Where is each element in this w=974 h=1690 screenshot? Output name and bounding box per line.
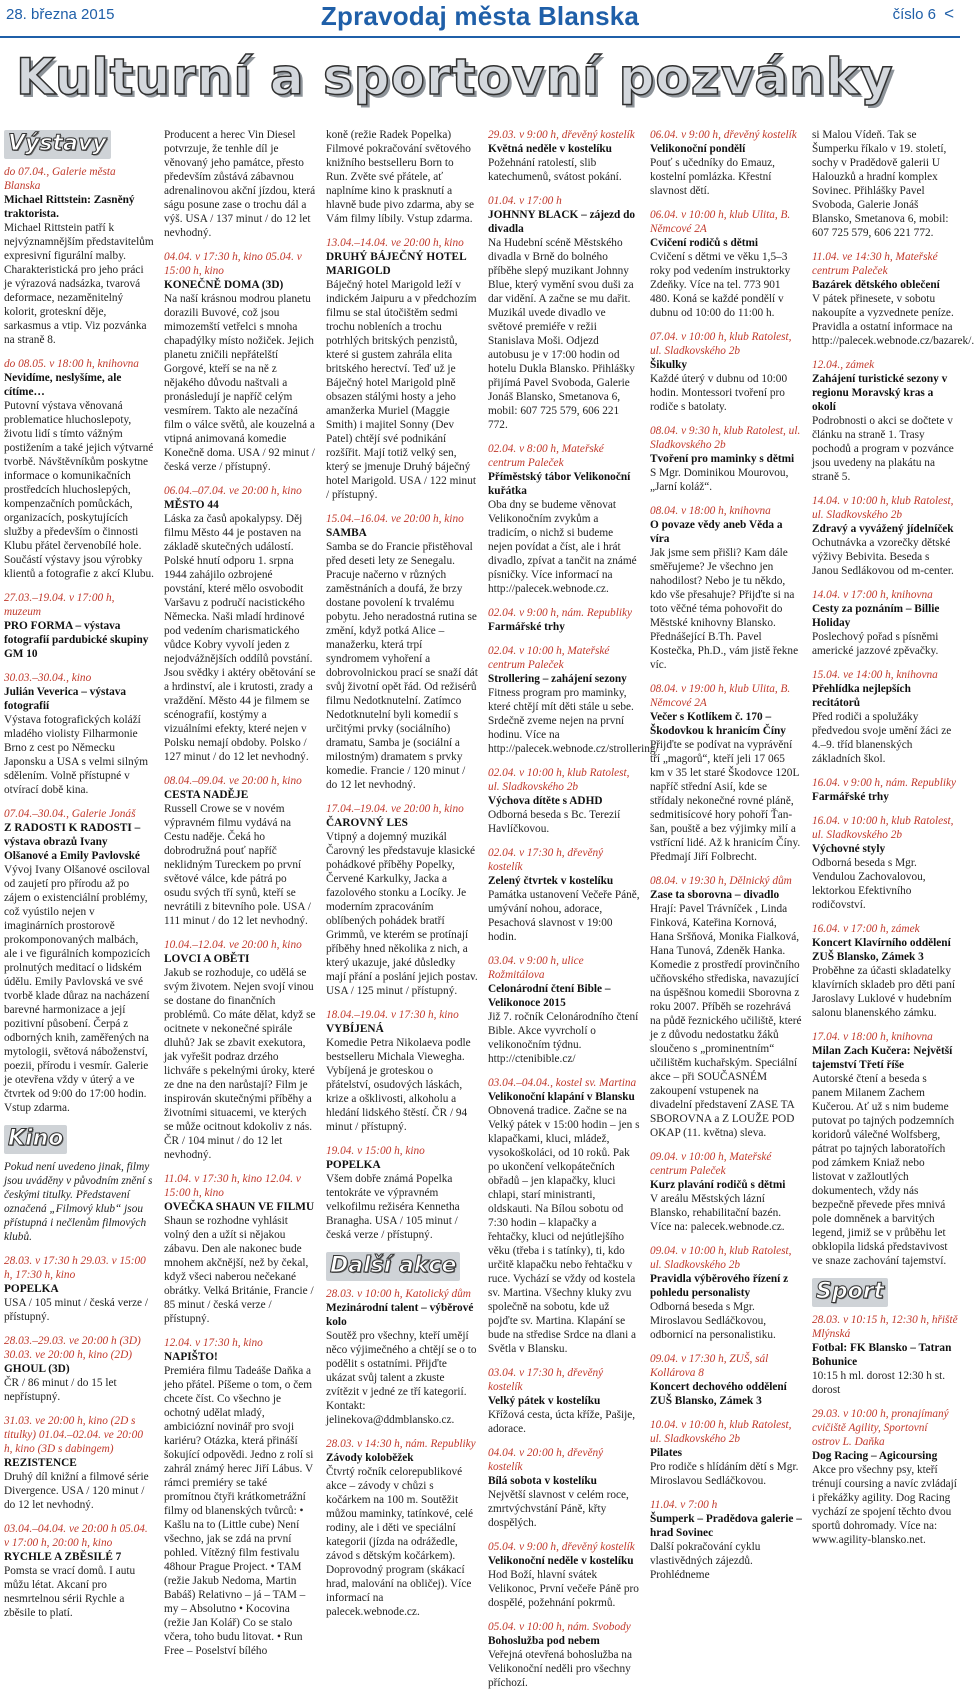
- event-title: Tvoření pro maminky s dětmi: [650, 453, 795, 465]
- event-description: Cvičení s dětmi ve věku 1,5–3 roky pod vedením instruktorky Zdeňky. Více na tel. 773 901 480. Koná se každé pondělí v dubnu od 10:00 do 11:00 h.: [650, 251, 791, 319]
- event-title: Strollering – zahájení sezony: [488, 673, 627, 685]
- header-rule: [0, 36, 960, 38]
- event-title: Farmářské trhy: [488, 621, 565, 633]
- event-description: Veřejná otevřená bohoslužba na Velikonoční neděli pro všechny příchozí.: [488, 1649, 632, 1689]
- event-title: Bazárek dětského oblečení: [812, 279, 940, 291]
- event-title: Květná neděle v kostelíku: [488, 143, 612, 155]
- event-description: Každé úterý v dubnu od 10:00 hodin. Montessori tvoření pro rodiče s batolaty.: [650, 373, 788, 413]
- event-title: Výchovné styly: [812, 843, 886, 855]
- event-title: Bílá sobota v kostelíku: [488, 1475, 597, 1487]
- column-5: [650, 128, 802, 1581]
- event-title: Milan Zach Kučera: Největší tajemství Třetí říše: [812, 1045, 953, 1071]
- event-item: [650, 424, 802, 494]
- event-title: Nevidíme, neslyšíme, ale cítíme…: [4, 372, 122, 398]
- event-description: Producent a herec Vin Diesel potvrzuje, že tenhle díl je věnovaný jeho památce, přesto především zůstává zábavnou adrenalinovou akční jízdou, která ságu posune zase o trochu dál a výš. USA / 137 minut / do 12 let nevhodný.: [164, 129, 316, 239]
- event-meta: 28.03. v 14:30 h, nám. Republiky: [326, 1438, 476, 1450]
- event-description: Čtvrtý ročník celorepublikové akce – závody v chůzi s kočárkem na 100 m. Soutěžit můžou maminky, tatínkové, celé rodiny, ale i děti ve speciální kategorii (jízda na odrážedle, závod s dětským kočárkem). Doprovodný program (skákací hrad, malování na obličej). Více informací na palecek.webnode.cz.: [326, 1466, 474, 1618]
- event-meta: 28.03. v 10:15 h, 12:30 h, hřiště Mlýnská: [812, 1314, 958, 1340]
- event-item: [812, 1407, 958, 1547]
- event-item: [650, 1498, 802, 1582]
- newspaper-title: Zpravodaj města Blanska: [320, 1, 640, 31]
- event-item: [488, 128, 640, 184]
- event-description: Památka ustanovení Večeře Páně, umývání nohou, adorace, Pesachová slavnost v 19:00 hodin.: [488, 889, 640, 943]
- event-meta: 14.04. v 17:00 h, knihovna: [812, 589, 933, 601]
- event-item: [812, 358, 958, 484]
- event-title: Šikulky: [650, 359, 688, 371]
- section-heading: Výstavy: [4, 130, 111, 159]
- event-item: [488, 606, 640, 634]
- event-description: Přijďte se podívat na vyprávění tří „magorů“, kteří jeli 17 065 km v 35 let staré Škodovce 120L napříč střední Asií, kde se střídaly nekonečné rovné pláně, sedmitisícové hory pohoří Ťan-šan, pouště a bez výjimky milí a vstřícní lidé. Až k hranicím Číny. Předmají Jiří Folbrecht.: [650, 739, 801, 863]
- event-meta: 18.04.–19.04. v 17:30 h, kino: [326, 1009, 459, 1021]
- event-description: Odborná beseda s Bc. Terezií Havlíčkovou.: [488, 809, 621, 835]
- event-meta: 29.03. v 9:00 h, dřevěný kostelík: [488, 129, 635, 141]
- event-description: Báječný hotel Marigold leží v indickém Jaipuru a v předchozím filmu se stal útočištěm sedmi trochu nobleních a trochu potrhlých britských penzistů, které si gustem zahrála elita britského herectví. Teď už je Báječný hotel Marigold plně obsazen stálými hosty a jeho amanžerka Muriel (Maggie Smith) i majitel Sonny (Dev Patel) chtějí své podnikání rozšířit. Mají totiž velký sen, který se jmenuje Druhý báječný hotel Marigold. USA / 122 minut / přístupný.: [326, 279, 477, 501]
- event-item: [488, 1620, 640, 1690]
- event-title: Večer s Kotlíkem č. 170 – Škodovkou k hranicím Číny: [650, 711, 786, 737]
- event-description: Samba se do Francie přistěhoval před deseti lety ze Senegalu. Pracuje načerno v různých zaměstnáních a doufá, že brzy dostane povolení k trvalému pobytu. Jeho neradostná rutina se změní, když potká Alice – manažerku, která trpí syndromem vyhoření a dobrovolnickou prací se snaží dát svůj životní opět řád. Od režisérů filmu Nedotknutelní. Zatímco Nedotknutelní byli komedií s určitými prvky (sociálního) dramatu, Samba je (sociální a milostným) dramatem s prvky komedie. Francie / 120 minut / do 12 let nevhodný.: [326, 541, 478, 791]
- event-description: Vtipný a dojemný muzikál Čarovný les představuje klasické pohádkové příběhy Popelky, Červené Karkulky, Jacka a fazolového stonku a Locíky. Je moderním zpracováním oblíbených pohádek bratří Grimmů, ve kterém se protínají příběhy hned několika z nich, a který ukazuje, jaké důsledky mají přání a poslání jejich postav. USA / 125 minut / přístupný.: [326, 831, 478, 997]
- event-item: [488, 766, 640, 836]
- event-description: Největší slavnost v celém roce, zmrtvýchvstání Páně, křty dospělých.: [488, 1489, 629, 1529]
- event-description: V areálu Městských lázní Blansko, rehabilitační bazén. Více na: palecek.webnode.cz.: [650, 1193, 785, 1233]
- event-item: [4, 671, 154, 797]
- event-description: Podrobnosti o akci se dočtete v článku na straně 1. Trasy pochodů a program v pozvánce jsou uvedeny na plakátu na straně 5.: [812, 415, 954, 483]
- event-description: Russell Crowe se v novém výpravném filmu vydává na Cestu naděje. Čeká ho dobrodružná pouť napříč neklidným Tureckem po první světové válce, kde pátrá po osudu svých tří synů, kteří se nevrátili z bitevního pole. USA / 111 minut / do 12 let nevhodný.: [164, 803, 311, 927]
- event-description: Pomsta se vrací domů. I autu můžu létat. Akcaní pro nesmrtelnou sérii Rychle a zběsile to platí.: [4, 1565, 136, 1619]
- event-description: Michael Rittstein patří k nejvýznamnějším představitelům expresivní figurální malby. Charakteristická pro jeho práci je výrazová nadsázka, tvarová deformace, nezaměnitelný kolorit, groteskní děje, sarkasmus a vtip. Viz pozvánka na straně 8.: [4, 222, 154, 346]
- event-item: [812, 494, 958, 578]
- event-meta: 12.04. v 17:30 h, kino: [164, 1337, 263, 1349]
- event-item: [488, 954, 640, 1066]
- event-meta: 30.03.–30.04., kino: [4, 672, 92, 684]
- column-1: [4, 128, 154, 1619]
- event-meta: 12.04., zámek: [812, 359, 875, 371]
- event-description: Proběhne za účasti skladatelky klavírních skladeb pro děti paní Jaroslavy Luklové v hudebním salonu blanenského zámku.: [812, 965, 956, 1019]
- event-meta: 11.04. v 7:00 h: [650, 1499, 718, 1511]
- event-item: [650, 682, 802, 864]
- chevron-left-icon: <: [944, 4, 954, 23]
- event-title: Příměstský tábor Velikonoční kuřátka: [488, 471, 631, 497]
- event-item: [650, 1418, 802, 1488]
- event-item: [650, 504, 802, 672]
- event-item: [650, 874, 802, 1140]
- event-title: JOHNNY BLACK – zájezd do divadla: [488, 209, 636, 235]
- event-description: Odborná beseda s Mgr. Vendulou Zachovalovou, lektorkou Efektivního rodičovství.: [812, 857, 926, 911]
- event-meta: 03.04.–04.04., kostel sv. Martina: [488, 1077, 637, 1089]
- event-meta: 05.04. v 9:00 h, dřevěný kostelík: [488, 1541, 635, 1553]
- event-item: [488, 194, 640, 432]
- event-description: Pro rodiče s hlídáním dětí s Mgr. Miroslavou Sedláčkovou.: [650, 1461, 799, 1487]
- event-title: Zase ta sborovna – divadlo: [650, 889, 780, 901]
- event-meta: 16.04. v 9:00 h, nám. Republiky: [812, 777, 957, 789]
- event-description: Výstava fotografických koláží mladého violisty Filharmonie Brno z cest po Německu Japonsku a USA s velmi silným sdělením. Volně přístupné v otvírací době kina.: [4, 714, 149, 796]
- event-meta: 04.04. v 20:00 h, dřevěný kostelík: [488, 1447, 604, 1473]
- event-item: [488, 644, 659, 756]
- event-item: [326, 1437, 478, 1619]
- event-description: Komedie Petra Nikolaeva podle bestselleru Michala Viewegha. Vybíjená je groteskou o přátelství, osudových láskách, krize a ošklivosti, alkoholu a hledání lidského štěstí. ČR / 94 minut / přístupný.: [326, 1037, 471, 1133]
- event-meta: 07.04. v 10:00 h, klub Ratolest, ul. Sladkovského 2b: [650, 331, 792, 357]
- event-item: [488, 1076, 640, 1356]
- event-title: NAPIŠTO!: [164, 1351, 218, 1363]
- event-description: Druhý díl knižní a filmové série Divergence. USA / 120 minut / do 12 let nevhodný.: [4, 1471, 149, 1511]
- event-title: LOVCI A OBĚTI: [164, 953, 250, 965]
- event-title: ČAROVNÝ LES: [326, 817, 408, 829]
- event-meta: 07.04.–30.04., Galerie Jonáš: [4, 808, 136, 820]
- event-title: Z RADOSTI K RADOSTI – výstava obrazů Ivany Olšanové a Emily Pavlovské: [4, 822, 141, 862]
- column-6: [812, 128, 974, 1546]
- event-description: Požehnání ratolestí, slib katechumenů, svátost pokání.: [488, 157, 622, 183]
- event-item: [650, 208, 802, 320]
- event-meta: 15.04. ve 14:00 h, knihovna: [812, 669, 938, 681]
- event-item: [326, 512, 478, 792]
- event-title: Velikonoční klapání v Blansku: [488, 1091, 635, 1103]
- event-meta: 08.04. v 18:00 h, knihovna: [650, 505, 771, 517]
- event-title: Zelený čtvrtek v kostelíku: [488, 875, 614, 887]
- event-title: Fotbal: FK Blansko – Tatran Bohunice: [812, 1342, 952, 1368]
- event-item: [326, 1144, 478, 1242]
- event-title: Mezinárodní talent – výběrové kolo: [326, 1302, 474, 1328]
- event-description: Obnovená tradice. Začne se na Velký pátek v 15:00 hodin – jen s klapačkami, kluci, mládež, vysokoškoláci, od 10 roků. Pak po ukončení velkopátečních obřadů – jen klapačky, kluci chlapi, starí ministranti, oldskauti. Na Bílou sobotu od 7:30 hodin – klapačky a řehtačky, kluci od nejútlejšího věku (třeba i s tatínky), ti, kdo určitě klapačku nebo řehtačku v ruce. Vychází se vždy od kostela sv. Martina. Všechny kluky zvu společně na sobotu, kde už pojďte sv. Martina. Klapání se bude na středise Srdce na dlani a Světla v Blansku.: [488, 1105, 640, 1355]
- page-header: [0, 0, 960, 40]
- event-title: Zahájení turistické sezony v regionu Moravský kras a okolí: [812, 373, 948, 413]
- event-meta: 09.04. v 10:00 h, Mateřské centrum Paleček: [650, 1151, 772, 1177]
- event-meta: 11.04. ve 14:30 h, Mateřské centrum Paleček: [812, 251, 938, 277]
- section-heading: Kino: [4, 1125, 67, 1154]
- event-item: [488, 846, 640, 944]
- event-meta: 02.04. v 17:30 h, dřevěný kostelík: [488, 847, 604, 873]
- event-meta: 02.04. v 9:00 h, nám. Republiky: [488, 607, 633, 619]
- event-item: [326, 128, 478, 226]
- event-description: Soutěž pro všechny, kteří umějí něco výjimečného a chtějí se o to podělit s ostatními. Přijďte ukázat svůj talent a zkuste zvítězit v jedné ze tří kategorií. Kontakt: jelinekova@ddmblansko.cz.: [326, 1330, 477, 1426]
- event-title: Michael Rittstein: Zasněný traktorista.: [4, 194, 135, 220]
- event-description: Hrají: Pavel Trávníček , Linda Finková, Kateřina Kornová, Hana Sršňová, Monika Fialková, Hana Tunová, Zdeněk Hanka. Komedie z prostředí provinčního učňovského střediska, navazující na úspěšnou komedii Sborovna z roku 2007. Příběh se rozehrává na půdě řeznického učiliště, které je z důvodu nedostatku žáků sloučeno s „prominentním“ učilištěm kuchařským. Speciální akce – při SOUČASNÉM zakoupení vstupenek na divadelní představení ZASE TA SBOROVNA a Z LOUŽE POD OKAP (11. května) sleva.: [650, 903, 802, 1139]
- event-title: POPELKA: [326, 1159, 381, 1171]
- event-meta: 02.04. v 8:00 h, Mateřské centrum Paleček: [488, 443, 604, 469]
- event-meta: 02.04. v 10:00 h, Mateřské centrum Paleček: [488, 645, 610, 671]
- event-title: Velikonoční neděle v kostelíku: [488, 1555, 634, 1567]
- event-item: [164, 484, 316, 764]
- event-description: Jak jsme sem přišli? Kam dále směřujeme? Je všechno jen nahodilost? Nebo je tu někdo, kdo vše přesahuje? Přijďte si na toto věčné téma pohovořit do Městské knihovny Blansko. Přednášející B.Th. Pavel Kostečka, Ph.D., vám jistě řekne víc.: [650, 547, 799, 671]
- event-meta: 05.04. v 10:00 h, nám. Svobody: [488, 1621, 631, 1633]
- event-title: POPELKA: [4, 1283, 59, 1295]
- event-item: [4, 357, 154, 581]
- event-item: [812, 1313, 958, 1397]
- column-2: [164, 128, 316, 1657]
- section-heading: Další akce: [326, 1252, 460, 1281]
- event-title: Koncert Klavírního oddělení ZUŠ Blansko, Zámek 3: [812, 937, 951, 963]
- event-item: [326, 1287, 478, 1427]
- event-title: PRO FORMA – výstava fotografií pardubické skupiny GM 10: [4, 620, 149, 660]
- event-item: [650, 1244, 802, 1342]
- event-title: OVEČKA SHAUN VE FILMU: [164, 1201, 315, 1213]
- event-item: [4, 1334, 154, 1404]
- event-description: Premiéra filmu Tadeáše Daňka a jeho přátel. Píšeme o tom, o čem chcete číst. Co všechno je ochotný udělat mladý, ambiciózní novinář pro svoji kariéru? Otázka, která přináší šokující odpovědi. Jedno z rolí si zahrál známý herec Jiří Lábus. V rámci premiéry se také promítnou čtyři krátkometrážní filmy od blanenských tvůrců: • Kašlu na to (Little cube) Není všechno, jak se zdá na první pohled. Vítězný film festivalu 48hour Prague Project. • TAM (režie Jakub Nedoma, Martin Babáš) Relativno – já – TAM – my – Absolutno • Kocovina (režie Jan Kolář) Co se stalo včera, toho budu litovat. • Run Free – Poselství bílého: [164, 1365, 314, 1657]
- event-description: Láska za časů apokalypsy. Děj filmu Město 44 je postaven na základě skutečných událostí. Polské hnutí odporu 1. srpna 1944 zahájilo ozbrojené povstání, které mělo osvobodit Varšavu z područí nacistického Německa. Naši mladí hrdinové pod vedením charismatického vůdce Kobry vyvolí jeden z nejodvážnějších oddílů povstání. Jsou svědky i aktéry obětování se a hrdinství, ale i krutosti, zrady a vraždění. Město 44 je filmem se scénografií, kostýmy a vizuálními efekty, které nejen v Polsku nemají obdoby. Polsko / 127 minut / do 12 let nevhodný.: [164, 513, 316, 763]
- event-title: DRUHÝ BÁJEČNÝ HOTEL MARIGOLD: [326, 251, 466, 277]
- event-item: [812, 128, 958, 240]
- event-title: MĚSTO 44: [164, 499, 219, 511]
- event-description: V pátek přinesete, v sobotu nakoupíte a vyzvednete peníze. Pravidla a ostatní informace na http://palecek.webnode.cz/bazarek/.: [812, 293, 974, 347]
- event-title: GHOUL (3D): [4, 1363, 70, 1375]
- event-meta: 31.03. ve 20:00 h, kino (2D s titulky) 01.04.–02.04. ve 20:00 h, kino (3D s dabingem): [4, 1415, 143, 1455]
- event-meta: 03.04. v 17:30 h, dřevěný kostelík: [488, 1367, 604, 1393]
- event-meta: 06.04. v 10:00 h, klub Ulita, B. Němcové 2A: [650, 209, 791, 235]
- event-description: Hod Boží, hlavní svátek Velikonoc, První večeře Páně pro dospělé, požehnání pokrmů.: [488, 1569, 639, 1609]
- event-description: Vývoj Ivany Olšanové osciloval od zaujetí pro přírodu až po zájem o existenciální problémy, což vyústilo nejen v imaginárních prostorově prokomponovaných malbách, ale i ve figurálních kompozicích prolnutých meditací o lidském údělu. Emily Pavlovská ve své tvorbě klade důraz na nacházení barevné harmonizace a její pozitivní působení. Čerpá z odborných knih, zaměřených na mytologii, světová náboženství, poezii, přírodu i vesmír. Galerie je otevřena vždy v úterý a ve čtvrtek od 9:00 do 17:00 hodin. Vstup zdarma.: [4, 864, 151, 1114]
- event-item: [812, 814, 958, 912]
- event-description: Již 7. ročník Celonárodního čtení Bible. Akce vyvrcholí o velikonočním týdnu. http://ctenibible.cz/: [488, 1011, 639, 1065]
- event-title: Koncert dechového oddělení ZUŠ Blansko, Zámek 3: [650, 1381, 787, 1407]
- event-title: RYCHLE A ZBĚSILÉ 7: [4, 1551, 122, 1563]
- event-meta: 10.04. v 10:00 h, klub Ratolest, ul. Sladkovského 2b: [650, 1419, 792, 1445]
- event-item: [164, 938, 316, 1162]
- event-meta: do 08.05. v 18:00 h, knihovna: [4, 358, 139, 370]
- event-item: [650, 330, 802, 414]
- event-description: Před rodiči a spolužáky předvedou svoje umění žáci ze 4.–9. tříd blanenských základních škol.: [812, 711, 952, 765]
- event-item: [326, 1008, 478, 1134]
- event-item: [4, 1414, 154, 1512]
- event-meta: 14.04. v 10:00 h, klub Ratolest, ul. Sladkovského 2b: [812, 495, 954, 521]
- event-meta: 06.04.–07.04. ve 20:00 h, kino: [164, 485, 302, 497]
- event-item: [164, 1336, 316, 1658]
- event-item: [488, 442, 640, 596]
- event-item: [4, 165, 154, 347]
- event-item: [488, 1446, 640, 1530]
- event-meta: 27.03.–19.04. v 17:00 h, muzeum: [4, 592, 115, 618]
- column-3: [326, 128, 478, 1618]
- event-item: [650, 1150, 802, 1234]
- event-title: Cvičení rodičů s dětmi: [650, 237, 759, 249]
- event-title: Dog Racing – Agicoursing: [812, 1450, 938, 1462]
- event-meta: 09.04. v 17:30 h, ZUŠ, sál Kollárova 8: [650, 1353, 769, 1379]
- event-description: Fitness program pro maminky, které chtějí mít děti stále u sebe. Srdečně zveme nejen na první hodinu. Více na http://palecek.webnode.cz/strollering/: [488, 687, 659, 755]
- event-description: S Mgr. Dominikou Mourovou, „Jarní koláž“.: [650, 467, 789, 493]
- event-meta: 03.04.–04.04. ve 20:00 h 05.04. v 17:00 h, 20:00 h, kino: [4, 1523, 148, 1549]
- section-heading: Sport: [812, 1278, 888, 1307]
- event-title: CESTA NADĚJE: [164, 789, 249, 801]
- event-meta: 19.04. v 15:00 h, kino: [326, 1145, 425, 1157]
- event-title: Výchova dítěte s ADHD: [488, 795, 603, 807]
- event-title: Pravidla výběrového řízení z pohledu personalisty: [650, 1273, 789, 1299]
- event-title: Zdravý a vyvážený jídelníček: [812, 523, 954, 535]
- event-title: Šumperk – Pradědova galerie – hrad Sovinec: [650, 1513, 802, 1539]
- event-meta: 03.04. v 9:00 h, ulice Rožmitálova: [488, 955, 584, 981]
- event-description: Akce pro všechny psy, kteří trénují coursing a navíc zvládají i překážky agility. Dog Racing vychází ze spojení těchto dvou sportů dohromady. Více na: www.agility-blansko.net.: [812, 1464, 957, 1546]
- event-meta: 16.04. v 17:00 h, zámek: [812, 923, 920, 935]
- event-description: Křížová cesta, úcta kříže, Pašije, adorace.: [488, 1409, 636, 1435]
- event-title: Velký pátek v kostelíku: [488, 1395, 601, 1407]
- event-description: Poslechový pořad s písněmi americké jazzové zpěvačky.: [812, 631, 939, 657]
- event-title: Bohoslužba pod nebem: [488, 1635, 600, 1647]
- event-description: ČR / 86 minut / do 15 let nepřístupný.: [4, 1377, 117, 1403]
- event-meta: do 07.04., Galerie města Blanska: [4, 166, 116, 192]
- issue-date: 28. března 2015: [6, 6, 115, 23]
- event-item: [488, 1540, 640, 1610]
- event-item: [650, 128, 802, 198]
- event-description: USA / 105 minut / česká verze / přístupný.: [4, 1297, 149, 1323]
- event-title: Cesty za poznáním – Billie Holiday: [812, 603, 940, 629]
- event-meta: 13.04.–14.04. ve 20:00 h, kino: [326, 237, 464, 249]
- event-description: Na naší krásnou modrou planetu dorazili Buvové, což jsou mimozemští vetřelci s mnoha chapadýlky místo nožiček. Jejich planetu zničili nepřátelští Gorgové, kteří se na ně z nějakého důvodu naštvali a pronásledují je napříč celým vesmírem. Takto ale nezačíná film o válce světů, ale kouzelná a vtipná animovaná komedie Konečně doma. USA / 92 minut / česká verze / přístupný.: [164, 293, 315, 473]
- event-meta: 02.04. v 10:00 h, klub Ratolest, ul. Sladkovského 2b: [488, 767, 630, 793]
- event-meta: 28.03. v 10:00 h, Katolický dům: [326, 1288, 471, 1300]
- event-description: 10:15 h ml. dorost 12:30 h st. dorost: [812, 1370, 946, 1396]
- event-item: [164, 774, 316, 928]
- event-item: [488, 1366, 640, 1436]
- event-description: Jakub se rozhoduje, co udělá se svým životem. Nejen svojí vinou se dostane do finančních problémů. Co máte dělat, když se ocitnete v nekonečné spirále dluhů? Jak se zbavit exekutora, jak vyřešit podraz drzého lichváře s pekelnými úroky, které ze dne na den narůstají? Film je inspirován skutečnými příběhy a životními situacemi, ve kterých se může ocitnout kdokoliv z nás. ČR / 104 minut / do 12 let nevhodný.: [164, 967, 316, 1161]
- event-title: Závody koloběžek: [326, 1452, 414, 1464]
- event-title: KONEČNĚ DOMA (3D): [164, 279, 284, 291]
- event-title: Celonárodní čtení Bible – Velikonoce 2015: [488, 983, 611, 1009]
- event-item: [326, 802, 478, 998]
- event-meta: 10.04.–12.04. ve 20:00 h, kino: [164, 939, 302, 951]
- event-title: Kurz plavání rodičů s dětmi: [650, 1179, 786, 1191]
- event-title: VYBÍJENÁ: [326, 1023, 384, 1035]
- column-4: [488, 128, 659, 1689]
- event-item: [812, 250, 974, 348]
- section-note: Pokud není uvedeno jinak, filmy jsou uváděny v původním znění s českými titulky. Představení označená „Filmový klub“ jsou přístupná i nečlenům filmových klubů.: [4, 1161, 153, 1243]
- event-item: [4, 807, 154, 1115]
- event-title: Julián Veverica – výstava fotografií: [4, 686, 127, 712]
- event-meta: 15.04.–16.04. ve 20:00 h, kino: [326, 513, 464, 525]
- event-meta: 06.04. v 9:00 h, dřevěný kostelík: [650, 129, 797, 141]
- event-title: Velikonoční pondělí: [650, 143, 746, 155]
- event-item: [812, 668, 958, 766]
- event-meta: 11.04. v 17:30 h, kino 12.04. v 15:00 h, kino: [164, 1173, 301, 1199]
- event-description: Na Hudební scéně Městského divadla v Brně do bolného příběhe slepý muzikant Johnny Blue, který vymění svou duši za dar vidění. A začne se mu dařit. Muzikál uvede divadlo ve světové premiéře v režii Stanislava Moši. Odjezd autobusu je v 17:00 hodin od hotelu Dukla Blansko. Přihlášky přijímá Pavel Svoboda, Galerie Jonáš Blansko, Smetanova 6, mobil: 607 725 579, 606 221 772.: [488, 237, 635, 431]
- event-meta: 28.03.–29.03. ve 20:00 h (3D) 30.03. ve 20:00 h, kino (2D): [4, 1335, 141, 1361]
- event-item: [812, 776, 958, 804]
- event-description: Ochutnávka a vzorečky dětské výživy Bebivita. Beseda s Janou Sedlákovou od m-center.: [812, 537, 954, 577]
- event-description: Pouť s učedníky do Emauz, kostelní pomlázka. Křestní slavnost dětí.: [650, 157, 775, 197]
- event-item: [812, 588, 958, 658]
- event-meta: 08.04. v 9:30 h, klub Ratolest, ul. Sladkovského 2b: [650, 425, 801, 451]
- event-meta: 04.04. v 17:30 h, kino 05.04. v 15:00 h, kino: [164, 251, 302, 277]
- event-item: [164, 128, 316, 240]
- event-meta: 08.04. v 19:00 h, klub Ulita, B. Němcové 2A: [650, 683, 791, 709]
- event-meta: 28.03. v 17:30 h 29.03. v 15:00 h, 17:30 h, kino: [4, 1255, 146, 1281]
- event-item: [4, 1522, 154, 1620]
- event-description: koně (režie Radek Popelka) Filmové pokračování světového knižního bestselleru Born to Run. Zvěte své přátele, ať naplníme kino k prasknutí a hlavně bude pivo zdarma, aby se Vám filmy líbily. Vstup zdarma.: [326, 129, 475, 225]
- event-meta: 17.04. v 18:00 h, knihovna: [812, 1031, 933, 1043]
- event-meta: 16.04. v 10:00 h, klub Ratolest, ul. Sladkovského 2b: [812, 815, 954, 841]
- event-title: Přehlídka nejlepších recitátorů: [812, 683, 911, 709]
- event-description: Všem dobře známá Popelka tentokráte ve výpravném velkofilmu režiséra Kennetha Branagha. USA / 105 minut / česká verze / přístupný.: [326, 1173, 460, 1241]
- page-banner: Kulturní a sportovní pozvánky: [16, 48, 894, 106]
- event-description: Oba dny se budeme věnovat Velikonočním zvykům a tradicím, o nichž si budeme nejen povídat a číst, ale i hrát divadlo, zpívat a tančit na známé písničky. Více informací na http://palecek.webnode.cz.: [488, 499, 637, 595]
- event-item: [650, 1352, 802, 1408]
- event-description: Putovní výstava věnovaná problematice hluchoslepoty, životu lidí s tímto vážným postižením a také jejich výtvarné tvorbě. Návštěvníkům poskytne informace o komunikačních prostředcích hluchoslepých, kompenzačních pomůckách, organizacích, poskytujících služby a především o činnosti Klubu přátel červenobílé hole. Součástí výstavy jsou výrobky klientů a fotografie z akcí Klubu.: [4, 400, 154, 580]
- event-title: REZISTENCE: [4, 1457, 77, 1469]
- issue-number: číslo 6: [892, 6, 936, 23]
- event-title: O povaze vědy aneb Věda a víra: [650, 519, 783, 545]
- event-item: [812, 922, 958, 1020]
- event-meta: 29.03. v 10:00 h, pronajímaný cvičiště Agility, Sportovní ostrov L. Daňka: [812, 1408, 949, 1448]
- event-title: Farmářské trhy: [812, 791, 889, 803]
- event-item: [4, 1254, 154, 1324]
- event-item: [4, 591, 154, 661]
- event-item: [326, 236, 478, 502]
- event-meta: 08.04.–09.04. ve 20:00 h, kino: [164, 775, 302, 787]
- event-meta: 09.04. v 10:00 h, klub Ratolest, ul. Sladkovského 2b: [650, 1245, 792, 1271]
- event-title: SAMBA: [326, 527, 367, 539]
- event-meta: 08.04. v 19:30 h, Dělnický dům: [650, 875, 792, 887]
- event-description: Odborná beseda s Mgr. Miroslavou Sedláčkovou, odbornicí na personalistiku.: [650, 1301, 776, 1341]
- event-description: si Malou Vídeň. Tak se Šumperku říkalo v 19. století, sochy v Pradědově galerii U Halouzků a hradní komplex Sovinec. Přihlášky Pavel Svoboda, Galerie Jonáš Blansko, Smetanova 6, mobil: 607 725 579, 606 221 772.: [812, 129, 949, 239]
- event-meta: 01.04. v 17:00 h: [488, 195, 562, 207]
- event-meta: 17.04.–19.04. ve 20:00 h, kino: [326, 803, 464, 815]
- event-description: Další pokračování cyklu vlastivědných zájezdů. Prohlédneme: [650, 1541, 761, 1581]
- event-description: Shaun se rozhodne vyhlásit volný den a užít si nějakou zábavu. Den ale nakonec bude mnohem akčnější, než by čekal, když všeci naberou nečekané obrátky. Velká Británie, Francie / 85 minut / česká verze / přístupný.: [164, 1215, 314, 1325]
- event-item: [164, 250, 316, 474]
- event-item: [164, 1172, 316, 1326]
- event-description: Autorské čtení a beseda s panem Milanem Zachem Kučerou. Ať už s nim budeme putovat po tajných podzemních koridorů válečné Wolfsberg, pátrat po tajných laboratořích pod zámkem Kniaž nebo listovat v zažloutlých dokumentech, vždy nás bezpečně převede přes mnivá pole domněnek a barvitých legend, jimiž se v průběhu let obklopila lidská představivost ve snaze zachování tajemství.: [812, 1073, 955, 1267]
- event-title: Pilates: [650, 1447, 682, 1459]
- event-item: [812, 1030, 958, 1268]
